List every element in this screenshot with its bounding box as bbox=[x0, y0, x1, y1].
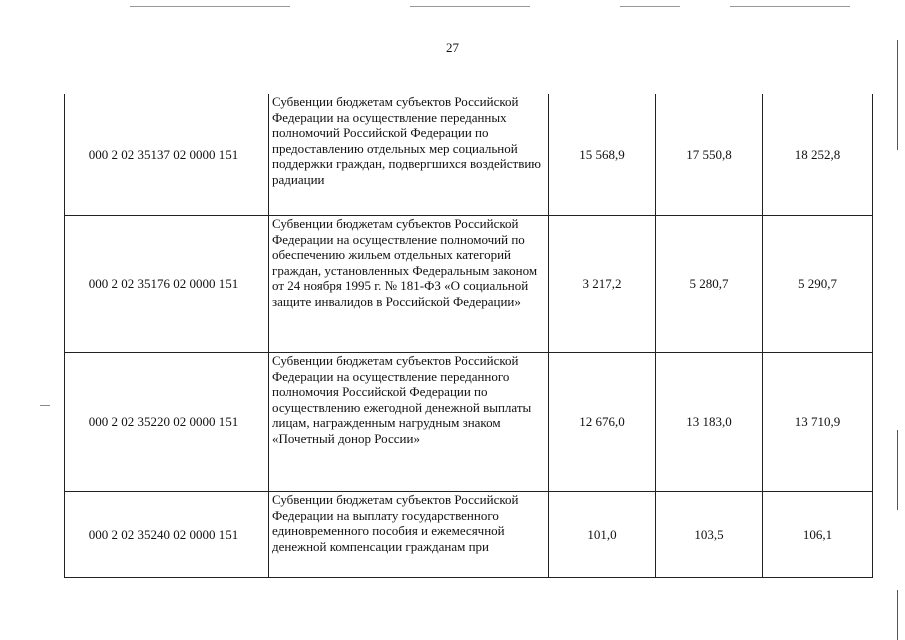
table-row bbox=[65, 353, 873, 492]
page-number: 27 bbox=[446, 40, 459, 55]
scan-edge-line bbox=[897, 590, 898, 640]
value-cell-year3: 106,1 bbox=[763, 492, 873, 578]
description-cell bbox=[269, 492, 549, 578]
scan-edge-line bbox=[730, 6, 850, 7]
scan-edge-line bbox=[410, 6, 530, 7]
description-cell: Субвенции бюджетам субъектов Российской Федерации на осуществление переданного полномочия Российской Федерации по осуществлению ежегодной денежной выплаты лицам, награжденным нагрудным знаком «Почетный донор России» bbox=[269, 353, 549, 492]
budget-code-cell: 000 2 02 35137 02 0000 151 bbox=[65, 94, 269, 216]
table-row bbox=[65, 492, 873, 578]
value-cell-year3: 5 290,7 bbox=[763, 216, 873, 353]
scan-edge-line bbox=[130, 6, 290, 7]
value-cell-year3: 13 710,9 bbox=[763, 353, 873, 492]
table-row bbox=[65, 216, 873, 353]
scan-edge-line bbox=[620, 6, 680, 7]
value-cell-year2: 103,5 bbox=[656, 492, 763, 578]
description-text: Субвенции бюджетам субъектов Российской Федерации на выплату государственного единовременного пособия и ежемесячной денежной компенсации гражданам при bbox=[272, 492, 519, 554]
value-cell-year1: 15 568,9 bbox=[549, 94, 656, 216]
value-cell-year3: 18 252,8 bbox=[763, 94, 873, 216]
budget-code-cell: 000 2 02 35240 02 0000 151 bbox=[65, 492, 269, 578]
description-cell: Субвенции бюджетам субъектов Российской Федерации на осуществление переданных полномочий Российской Федерации по предоставлению отдельных мер социальной поддержки граждан, подвергшихся воздействию радиации bbox=[269, 94, 549, 216]
value-cell-year2: 13 183,0 bbox=[656, 353, 763, 492]
description-cell: Субвенции бюджетам субъектов Российской Федерации на осуществление полномочий по обеспечению жильем отдельных категорий граждан, установленных Федеральным законом от 24 ноября 1995 г. № 181-ФЗ «О социальной защите инвалидов в Российской Федерации» bbox=[269, 216, 549, 353]
value-cell-year2: 17 550,8 bbox=[656, 94, 763, 216]
value-cell-year1: 12 676,0 bbox=[549, 353, 656, 492]
budget-code-cell: 000 2 02 35220 02 0000 151 bbox=[65, 353, 269, 492]
value-cell-year1: 101,0 bbox=[549, 492, 656, 578]
scan-edge-line bbox=[897, 430, 898, 510]
value-cell-year1: 3 217,2 bbox=[549, 216, 656, 353]
scan-edge-line bbox=[897, 40, 898, 150]
table-row bbox=[65, 94, 873, 216]
scan-edge-line bbox=[40, 405, 50, 406]
value-cell-year2: 5 280,7 bbox=[656, 216, 763, 353]
budget-table bbox=[64, 94, 873, 578]
budget-code-cell: 000 2 02 35176 02 0000 151 bbox=[65, 216, 269, 353]
